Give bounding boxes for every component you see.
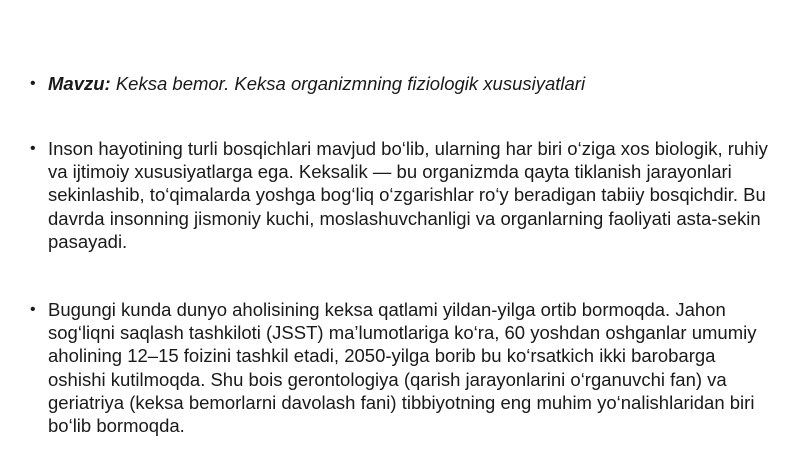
bullet-dot: • xyxy=(30,301,36,318)
bullet-dot: • xyxy=(30,75,36,92)
topic-label: Mavzu: xyxy=(48,73,111,94)
bullet-introduction xyxy=(30,137,770,253)
bullet-dot: • xyxy=(30,140,36,157)
topic-title: Keksa bemor. Keksa organizmning fiziologik xususiyatlari xyxy=(110,73,586,94)
bullet-topic xyxy=(30,72,770,95)
bullet-text xyxy=(48,72,770,95)
bullet-statistics xyxy=(30,298,770,437)
bullet-text: Inson hayotining turli bosqichlari mavjud bo‘lib, ularning har biri o‘ziga xos biologik, ruhiy va ijtimoiy xususiyatlarga ega. Keksalik — bu organizmda qayta tiklanish jarayonlari sekinlashib, to‘qimalarda yoshga bog‘liq o‘zgarishlar ro‘y beradigan tabiiy bosqichdir. Bu davrda insonning jismoniy kuchi, moslashuvchanligi va organlarning faoliyati asta-sekin pasayadi. xyxy=(48,138,768,252)
bullet-text: Bugungi kunda dunyo aholisining keksa qatlami yildan-yilga ortib bormoqda. Jahon sog‘liqni saqlash tashkiloti (JSST) ma’lumotlariga ko‘ra, 60 yoshdan oshganlar umumiy aholining 12–15 foizini tashkil etadi, 2050-yilga borib bu ko‘rsatkich ikki barobarga oshishi kutilmoqda. Shu bois gerontologiya (qarish jarayonlarini o‘rganuvchi fan) va geriatriya (keksa bemorlarni davolash fani) tibbiyotning eng muhim yo‘nalishlaridan biri bo‘lib bormoqda. xyxy=(48,299,757,437)
